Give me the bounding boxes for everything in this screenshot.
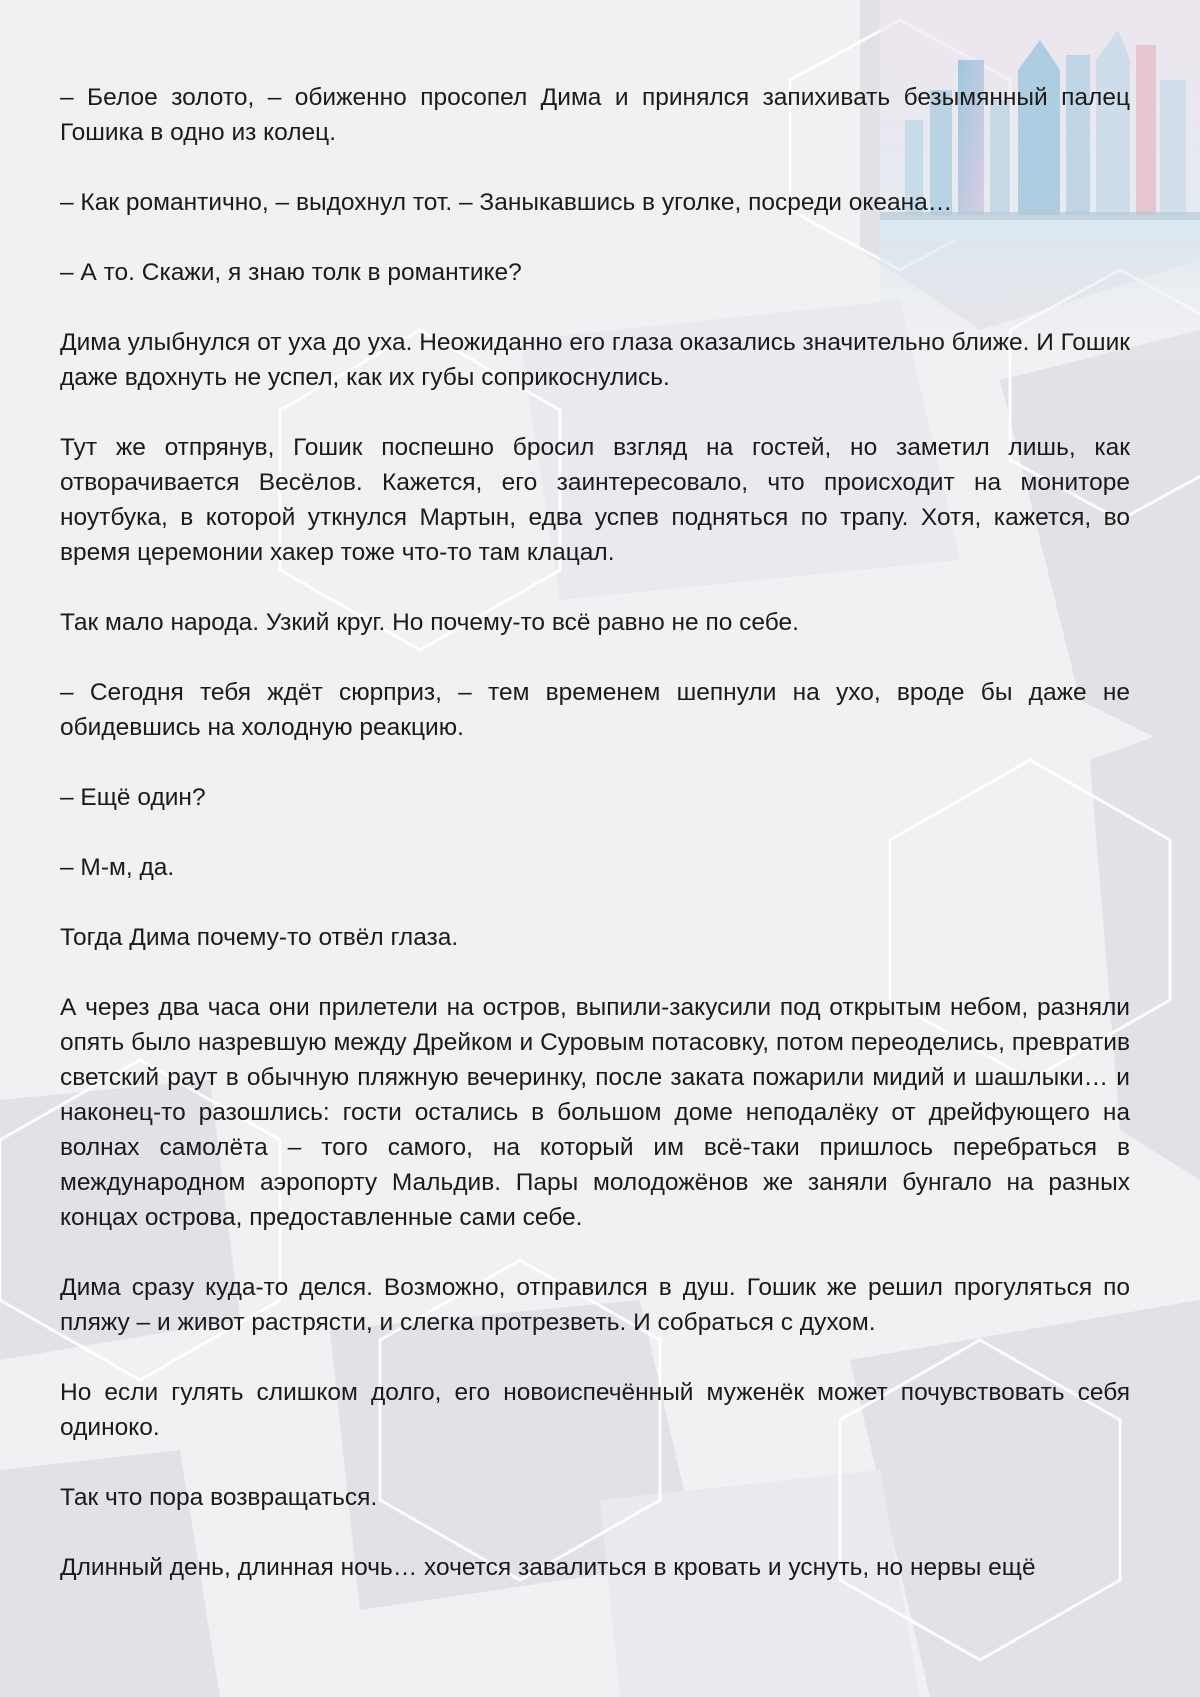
paragraph: – Как романтично, – выдохнул тот. – Заныкавшись в уголке, посреди океана…: [60, 189, 953, 216]
paragraph: Но если гулять слишком долго, его новоиспечённый муженёк может почувствовать себя одиноко.: [60, 1379, 1130, 1441]
paragraph: Так мало народа. Узкий круг. Но почему-то всё равно не по себе.: [60, 609, 799, 636]
paragraph: Тогда Дима почему-то отвёл глаза.: [60, 924, 459, 951]
paragraph: Так что пора возвращаться.: [60, 1484, 378, 1511]
paragraph: А через два часа они прилетели на остров, выпили-закусили под открытым небом, разняли опять было назревшую между Дрейком и Суровым потасовку, потом переоделись, превратив светский раут в обычную пляжную вечеринку, после заката пожарили мидий и шашлыки… и наконец-то разошлись: гости остались в большом доме неподалёку от дрейфующего на волнах самолёта – того самого, на который им всё-таки пришлось перебраться в международном аэропорту Мальдив. Пары молодожёнов же заняли бунгало на разных концах острова, предоставленные сами себе.: [60, 994, 1130, 1231]
paragraph: Дима сразу куда-то делся. Возможно, отправился в душ. Гошик же решил прогуляться по пляжу – и живот растрясти, и слегка протрезветь. И собраться с духом.: [60, 1274, 1130, 1336]
paragraph: Дима улыбнулся от уха до уха. Неожиданно его глаза оказались значительно ближе. И Гошик даже вдохнуть не успел, как их губы соприкоснулись.: [60, 329, 1130, 391]
paragraph: – А то. Скажи, я знаю толк в романтике?: [60, 259, 522, 286]
paragraph: – Сегодня тебя ждёт сюрприз, – тем временем шепнули на ухо, вроде бы даже не обидевшись на холодную реакцию.: [60, 679, 1130, 741]
paragraph: – Белое золото, – обиженно просопел Дима и принялся запихивать безымянный палец Гошика в одно из колец.: [60, 84, 1130, 146]
paragraph: – Ещё один?: [60, 784, 206, 811]
paragraph: Тут же отпрянув, Гошик поспешно бросил взгляд на гостей, но заметил лишь, как отворачивается Весёлов. Кажется, его заинтересовало, что происходит на мониторе ноутбука, в которой уткнулся Мартын, едва успев подняться по трапу. Хотя, кажется, во время церемонии хакер тоже что-то там клацал.: [60, 434, 1130, 566]
paragraph: – М-м, да.: [60, 854, 175, 881]
document-body: [60, 80, 1130, 1585]
paragraph: Длинный день, длинная ночь… хочется завалиться в кровать и уснуть, но нервы ещё: [60, 1554, 1036, 1581]
